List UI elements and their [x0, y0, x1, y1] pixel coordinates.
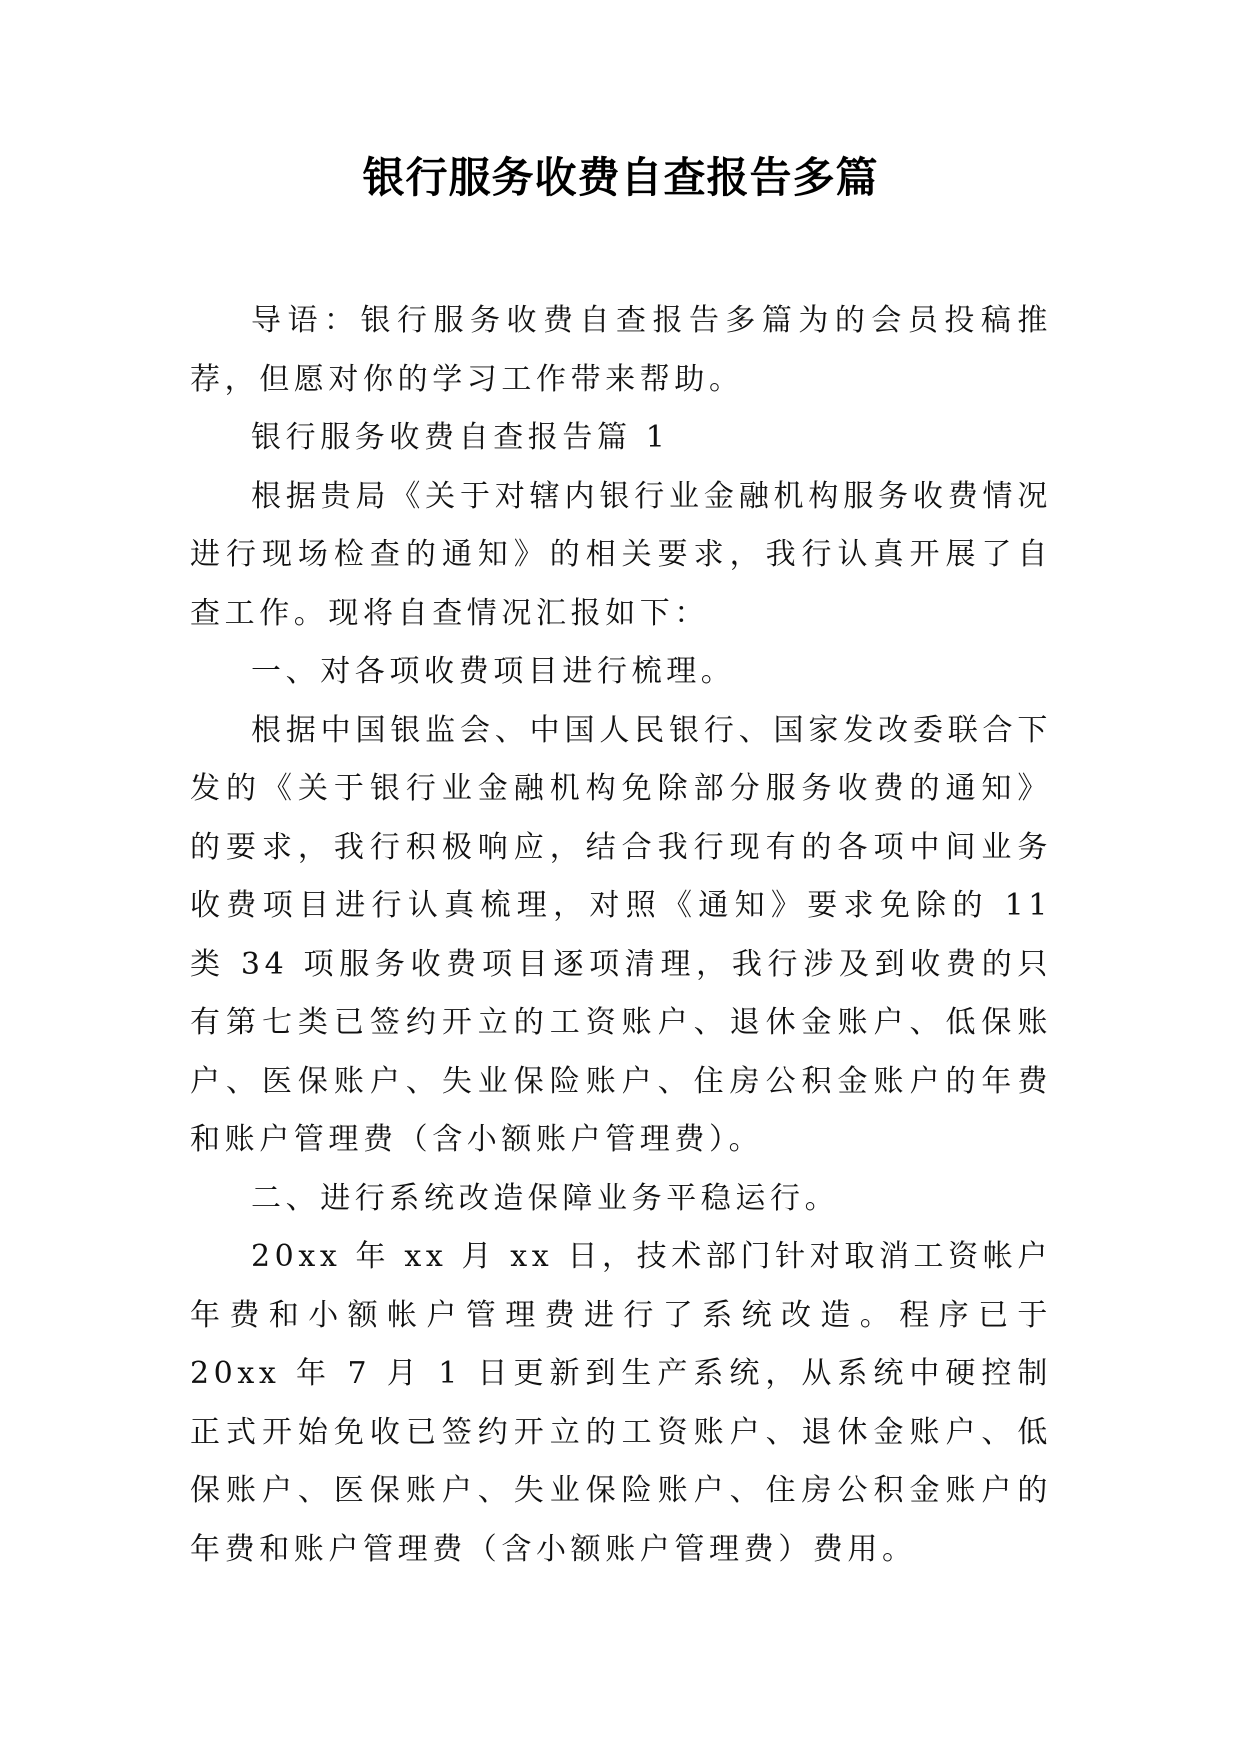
body-paragraph: 根据中国银监会、中国人民银行、国家发改委联合下发的《关于银行业金融机构免除部分服务收费的通知》的要求，我行积极响应，结合我行现有的各项中间业务收费项目进行认真梳理，对照《通知》要求免除的 11 类 34 项服务收费项目逐项清理，我行涉及到收费的只有第七类已签约开立的工资账户、退休金账户、低保账户、医保账户、失业保险账户、住房公积金账户的年费和账户管理费（含小额账户管理费）。 [190, 712, 1052, 1157]
body-paragraph: 20xx 年 xx 月 xx 日，技术部门针对取消工资帐户年费和小额帐户管理费进行了系统改造。程序已于 20xx 年 7 月 1 日更新到生产系统，从系统中硬控制正式开始免收已签约开立的工资账户、退休金账户、低保账户、医保账户、失业保险账户、住房公积金账户的年费和账户管理费（含小额账户管理费）费用。 [190, 1239, 1052, 1567]
body-paragraph: 根据贵局《关于对辖内银行业金融机构服务收费情况进行现场检查的通知》的相关要求，我行认真开展了自查工作。现将自查情况汇报如下： [190, 478, 1052, 631]
document-body [190, 292, 1052, 1579]
document-title: 银行服务收费自查报告多篇 [362, 153, 879, 202]
section-heading: 银行服务收费自查报告篇 1 [251, 420, 670, 455]
intro-paragraph: 导语：银行服务收费自查报告多篇为的会员投稿推荐，但愿对你的学习工作带来帮助。 [190, 303, 1052, 397]
subsection-heading: 二、进行系统改造保障业务平稳运行。 [251, 1180, 840, 1216]
subsection-heading: 一、对各项收费项目进行梳理。 [251, 654, 736, 689]
